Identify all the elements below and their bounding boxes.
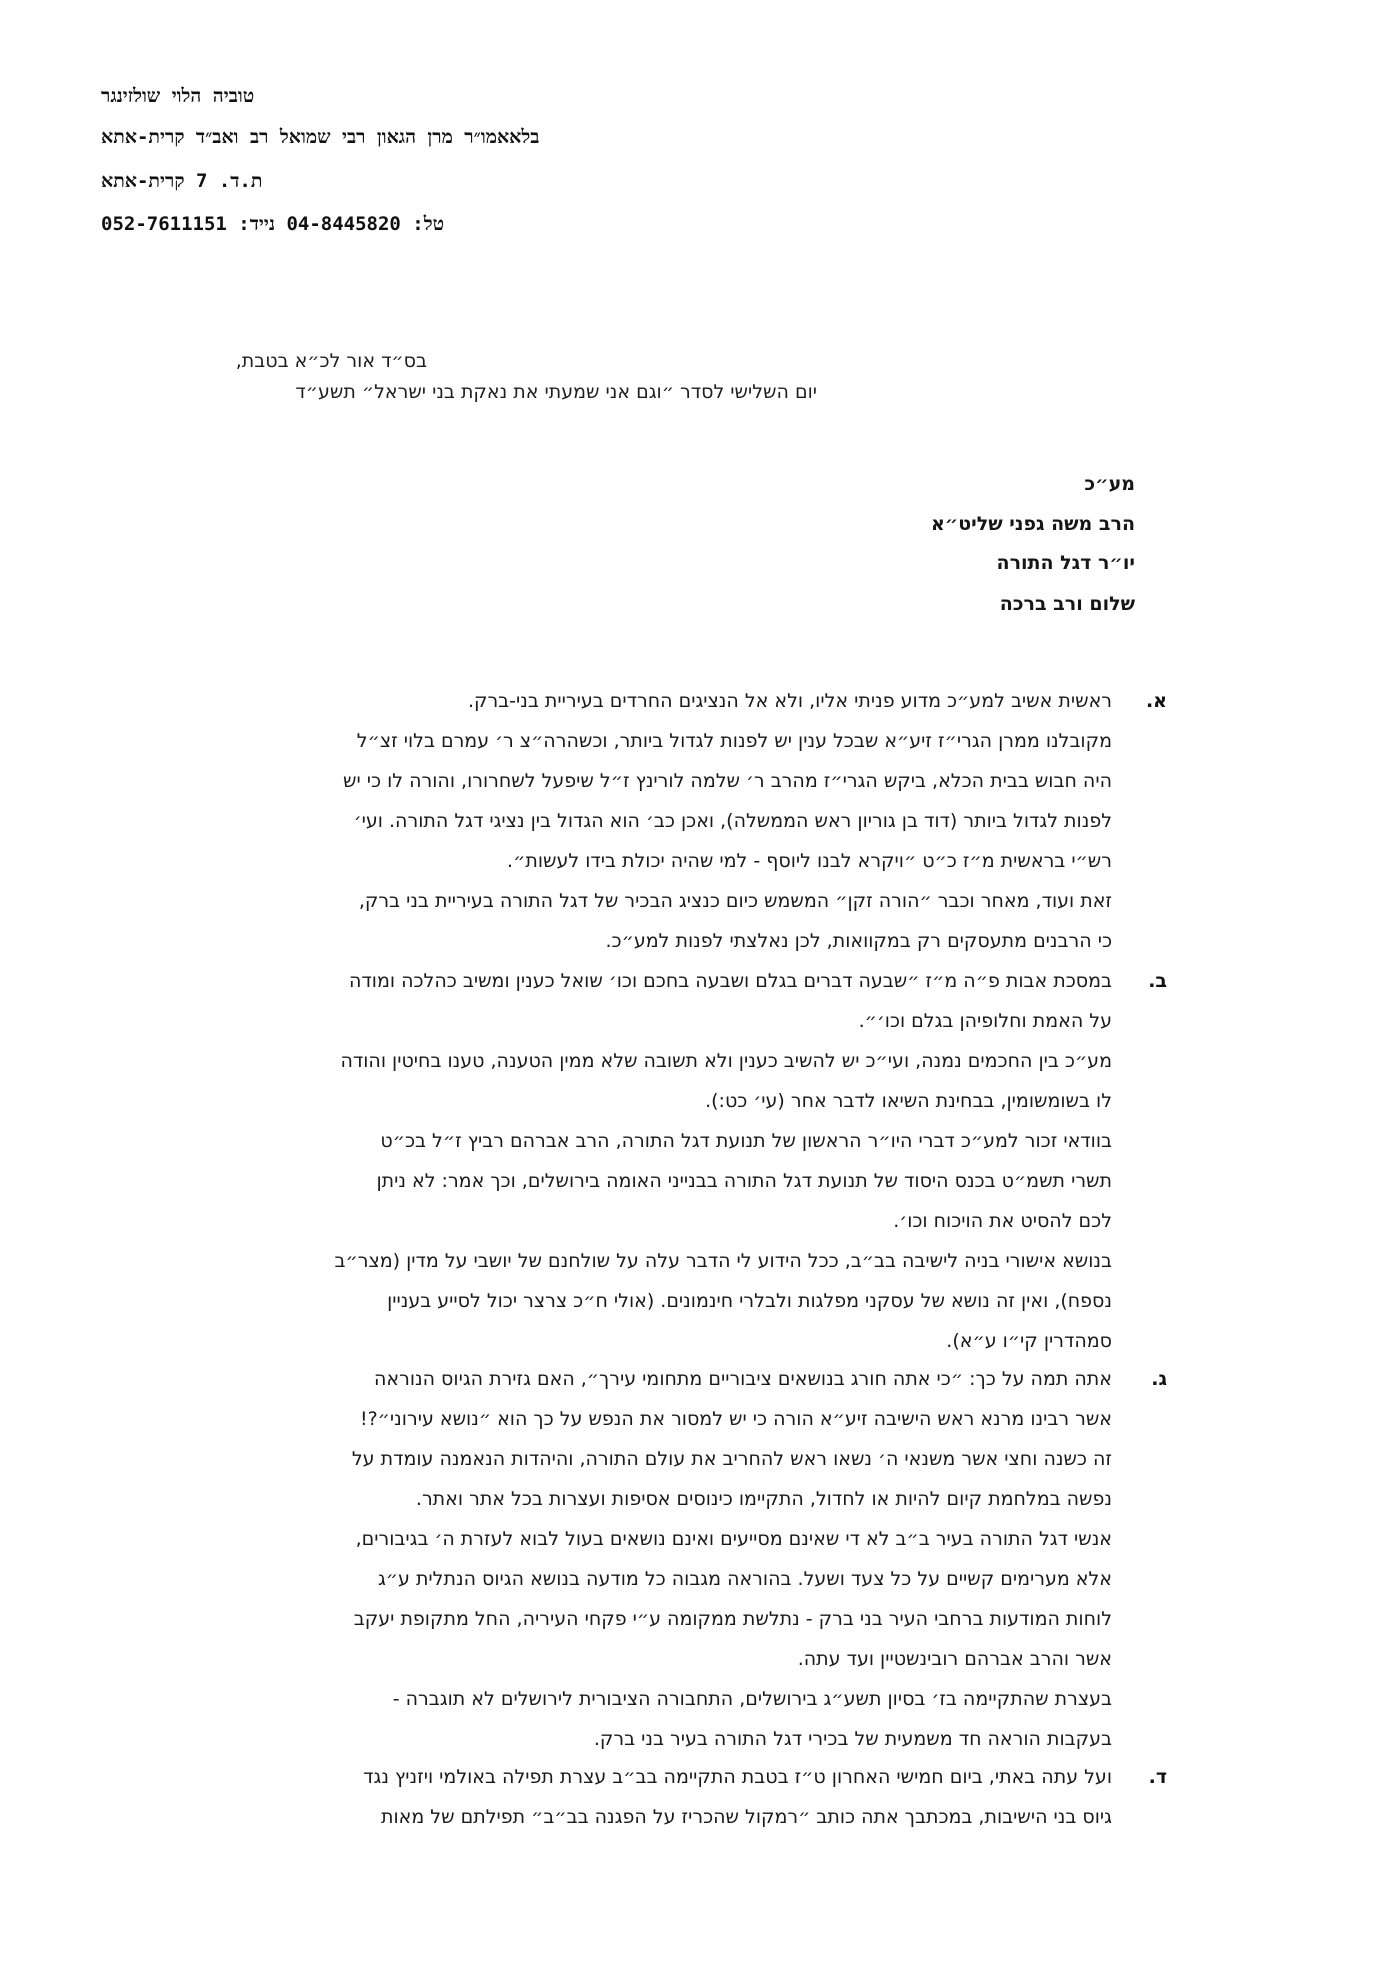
- body-line: כי הרבנים מתעסקים רק במקוואות, לכן נאלצתי לפנות למע״כ.: [605, 930, 1112, 952]
- section-marker: ב.: [1148, 970, 1167, 992]
- body-line: מקובלנו ממרן הגרי״ז זיע״א שבכל ענין יש לפנות לגדול ביותר, וכשהרה״צ ר׳ עמרם בלוי זצ״ל: [356, 730, 1112, 752]
- sender-address: ת.ד. 7 קרית-אתא: [101, 170, 263, 192]
- section-marker: א.: [1145, 690, 1167, 712]
- body-line: בוודאי זכור למע״כ דברי היו״ר הראשון של תנועת דגל התורה, הרב אברהם רביץ ז״ל בכ״ט: [380, 1130, 1112, 1152]
- letter-date: בס״ד אור לכ״א בטבת,: [235, 350, 427, 372]
- body-line: אשר רבינו מרנא ראש הישיבה זיע״א הורה כי יש למסור את הנפש על כך הוא ״נושא עירוני״?!: [359, 1408, 1112, 1430]
- body-line: אנשי דגל התורה בעיר ב״ב לא די שאינם מסייעים ואינם נושאים בעול לבוא לעזרת ה׳ בגיבורים,: [355, 1528, 1112, 1550]
- body-line: במסכת אבות פ״ה מ״ז ״שבעה דברים בגלם ושבעה בחכם וכו׳ שואל כענין ומשיב כהלכה ומודה: [349, 970, 1112, 992]
- body-line: בעקבות הוראה חד משמעית של בכירי דגל התורה בעיר בני ברק.: [593, 1728, 1112, 1750]
- recipient-name: הרב משה גפני שליט״א: [930, 513, 1135, 535]
- body-line: אלא מערימים קשיים על כל צעד ושעל. בהוראה מגבוה כל מודעה בנושא הגיוס הנתלית ע״ג: [377, 1568, 1112, 1590]
- body-line: נפשה במלחמת קיום להיות או לחדול, התקיימו כינוסים אסיפות ועצרות בכל אתר ואתר.: [415, 1488, 1112, 1510]
- greeting: שלום ורב ברכה: [999, 593, 1135, 615]
- body-line: גיוס בני הישיבות, במכתבך אתה כותב ״רמקול שהכריז על הפגנה בב״ב״ תפילתם של מאות: [380, 1806, 1112, 1828]
- body-line: לכם להסיט את הויכוח וכו׳.: [893, 1210, 1112, 1232]
- section-marker: ג.: [1151, 1368, 1167, 1390]
- body-line: אשר והרב אברהם רובינשטיין ועד עתה.: [797, 1648, 1112, 1670]
- body-line: לפנות לגדול ביותר (דוד בן גוריון ראש הממשלה), ואכן כב׳ הוא הגדול בין נציגי דגל התורה. ועי׳: [353, 810, 1112, 832]
- body-line: אתה תמה על כך: ״כי אתה חורג בנושאים ציבוריים מתחומי עירך״, האם גזירת הגיוס הנוראה: [373, 1368, 1112, 1390]
- body-line: זאת ועוד, מאחר וכבר ״הורה זקן״ המשמש כיום כנציג הבכיר של דגל התורה בעיריית בני ברק,: [358, 890, 1112, 912]
- body-line: היה חבוש בבית הכלא, ביקש הגרי״ז מהרב ר׳ שלמה לורינץ ז״ל שיפעל לשחרורו, והורה לו כי יש: [343, 770, 1112, 792]
- sender-name: טוביה הלוי שולזינגר: [101, 85, 255, 107]
- sender-phone: 052-7611151 :טל: 04-8445820 נייד: [101, 213, 445, 235]
- recipient-to: מע״כ: [1084, 473, 1135, 495]
- body-line: מע״כ בין החכמים נמנה, ועי״כ יש להשיב כענין ולא תשובה שלא ממין הטענה, טענו בחיטין והודה: [340, 1050, 1112, 1072]
- body-line: תשרי תשמ״ט בכנס היסוד של תנועת דגל התורה בבנייני האומה בירושלים, וכך אמר: לא ניתן: [376, 1170, 1112, 1192]
- parsha-line: יום השלישי לסדר ״וגם אני שמעתי את נאקת בני ישראל״ תשע״ד: [295, 381, 817, 403]
- body-line: נספח), ואין זה נושא של עסקני מפלגות ולבלרי חינמונים. (אולי ח״כ צרצר יכול לסייע בעניין: [387, 1290, 1112, 1312]
- body-line: סמהדרין קי״ו ע״א).: [946, 1330, 1112, 1352]
- body-line: זה כשנה וחצי אשר משנאי ה׳ נשאו ראש להחריב את עולם התורה, והיהדות הנאמנה עומדת על: [351, 1448, 1112, 1470]
- body-line: ראשית אשיב למע״כ מדוע פניתי אליו, ולא אל הנציגים החרדים בעיריית בני-ברק.: [467, 690, 1112, 712]
- section-marker: ד.: [1148, 1766, 1167, 1788]
- body-line: רש״י בראשית מ״ז כ״ט ״ויקרא לבנו ליוסף - למי שהיה יכולת בידו לעשות״.: [507, 850, 1112, 872]
- body-line: לו בשומשומין, בבחינת השיאו לדבר אחר (עי׳ כט:).: [705, 1090, 1112, 1112]
- recipient-title: יו״ר דגל התורה: [996, 552, 1135, 574]
- body-line: ועל עתה באתי, ביום חמישי האחרון ט״ז בטבת התקיימה בב״ב עצרת תפילה באולמי ויזניץ נגד: [363, 1766, 1112, 1788]
- sender-affiliation: בלאאמו״ר מרן הגאון רבי שמואל רב ואב״ד קרית-אתא: [101, 126, 540, 148]
- body-line: על האמת וחלופיהן בגלם וכו׳״.: [858, 1010, 1112, 1032]
- body-line: בנושא אישורי בניה לישיבה בב״ב, ככל הידוע לי הדבר עלה על שולחנם של יושבי על מדין (מצר״ב: [334, 1250, 1112, 1272]
- body-line: בעצרת שהתקיימה בז׳ בסיון תשע״ג בירושלים, התחבורה הציבורית לירושלים לא תוגברה -: [392, 1688, 1112, 1710]
- body-line: לוחות המודעות ברחבי העיר בני ברק - נתלשת ממקומה ע״י פקחי העיריה, החל מתקופת יעקב: [353, 1608, 1112, 1630]
